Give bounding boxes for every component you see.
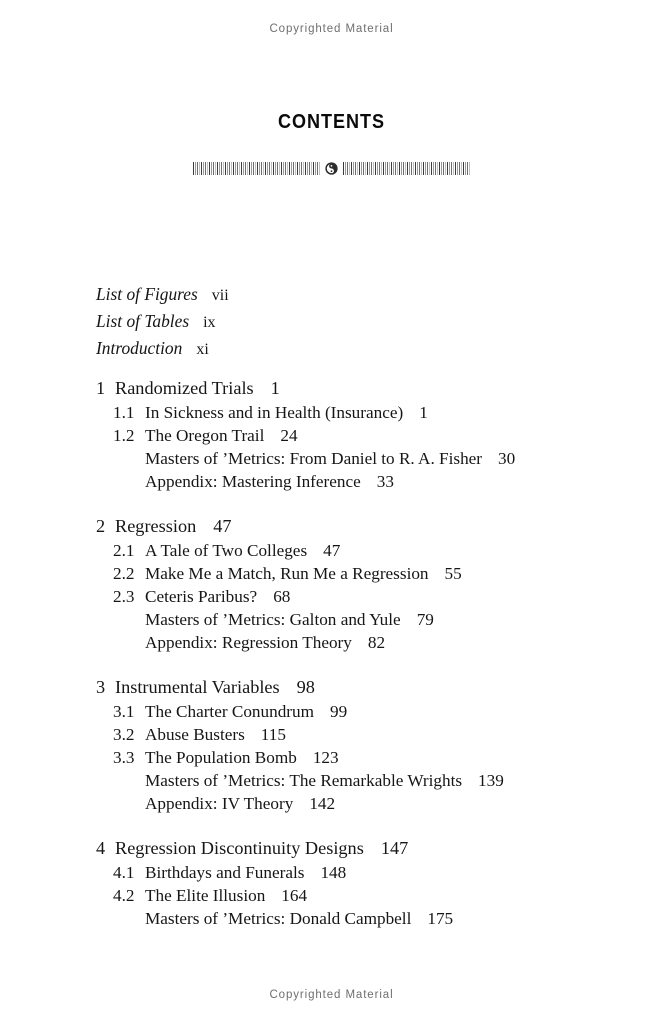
note-page: 139 <box>478 771 504 790</box>
note-entry[interactable] <box>96 907 616 930</box>
section-title: In Sickness and in Health (Insurance) <box>145 403 404 422</box>
chapter-entry[interactable] <box>96 675 616 700</box>
note-entry[interactable] <box>96 608 616 631</box>
section-page: 123 <box>312 748 339 767</box>
list-item[interactable] <box>96 308 616 335</box>
front-matter-page: ix <box>203 314 216 331</box>
note-page: 142 <box>309 794 336 813</box>
front-matter-page: vii <box>211 287 229 304</box>
chapter-entry[interactable] <box>96 836 616 861</box>
chapter-number: 1 <box>96 378 106 398</box>
section-page: 24 <box>280 426 298 445</box>
chapter-page: 147 <box>380 838 409 858</box>
section-number: 2.2 <box>113 564 135 583</box>
chapter-block <box>96 836 616 930</box>
note-title: Masters of ’Metrics: The Remarkable Wrights <box>145 771 463 790</box>
section-page: 47 <box>323 541 341 560</box>
chapter-number: 3 <box>96 677 106 697</box>
section-title: The Elite Illusion <box>145 886 266 905</box>
section-page: 115 <box>260 725 286 744</box>
note-entry[interactable] <box>96 631 616 654</box>
page-title: CONTENTS <box>278 110 385 133</box>
front-matter-list <box>96 281 616 362</box>
section-title: The Oregon Trail <box>145 426 265 445</box>
chapter-title: Regression <box>115 516 197 536</box>
section-entry[interactable] <box>96 861 616 884</box>
section-number: 3.2 <box>113 725 135 744</box>
section-number: 2.3 <box>113 587 135 606</box>
section-number: 2.1 <box>113 541 135 560</box>
chapter-page: 1 <box>270 378 280 398</box>
note-title: Masters of ’Metrics: Donald Campbell <box>145 909 412 928</box>
note-title: Appendix: Regression Theory <box>145 633 352 652</box>
section-page: 68 <box>273 587 291 606</box>
front-matter-title: List of Tables <box>96 311 190 331</box>
note-title: Masters of ’Metrics: Galton and Yule <box>145 610 401 629</box>
note-page: 33 <box>376 472 394 491</box>
note-title: Appendix: Mastering Inference <box>145 472 361 491</box>
chapter-entry[interactable] <box>96 376 616 401</box>
chapter-page: 98 <box>296 677 315 697</box>
section-number: 4.2 <box>113 886 135 905</box>
section-title: Birthdays and Funerals <box>145 863 305 882</box>
chapter-title: Regression Discontinuity Designs <box>115 838 364 858</box>
front-matter-title: Introduction <box>96 338 183 358</box>
section-entry[interactable] <box>96 401 616 424</box>
ornamental-divider-glyph-icon <box>325 162 338 175</box>
section-entry[interactable] <box>96 562 616 585</box>
chapter-block <box>96 376 616 493</box>
chapter-list <box>96 376 616 930</box>
ornamental-divider <box>0 160 663 176</box>
section-number: 4.1 <box>113 863 135 882</box>
note-entry[interactable] <box>96 769 616 792</box>
section-entry[interactable] <box>96 700 616 723</box>
note-entry[interactable] <box>96 447 616 470</box>
table-of-contents <box>96 281 616 930</box>
section-number: 1.2 <box>113 426 135 445</box>
section-page: 1 <box>419 403 428 422</box>
front-matter-page: xi <box>196 341 209 358</box>
section-entry[interactable] <box>96 746 616 769</box>
note-page: 175 <box>427 909 454 928</box>
section-title: Make Me a Match, Run Me a Regression <box>145 564 429 583</box>
chapter-number: 4 <box>96 838 106 858</box>
section-entry[interactable] <box>96 539 616 562</box>
chapter-block <box>96 675 616 815</box>
section-number: 3.1 <box>113 702 135 721</box>
divider-ticks-right <box>343 162 470 175</box>
section-page: 99 <box>329 702 348 721</box>
section-entry[interactable] <box>96 884 616 907</box>
section-number: 3.3 <box>113 748 135 767</box>
divider-ticks-left <box>193 162 320 175</box>
section-title: The Population Bomb <box>145 748 297 767</box>
watermark-bottom: Copyrighted Material <box>269 989 394 1001</box>
list-item[interactable] <box>96 335 616 362</box>
chapter-entry[interactable] <box>96 514 616 539</box>
section-page: 55 <box>444 564 462 583</box>
note-page: 79 <box>416 610 434 629</box>
chapter-title: Randomized Trials <box>115 378 254 398</box>
section-entry[interactable] <box>96 585 616 608</box>
section-title: A Tale of Two Colleges <box>145 541 308 560</box>
chapter-page: 47 <box>213 516 232 536</box>
section-entry[interactable] <box>96 424 616 447</box>
section-entry[interactable] <box>96 723 616 746</box>
section-title: The Charter Conundrum <box>145 702 314 721</box>
section-number: 1.1 <box>113 403 135 422</box>
chapter-number: 2 <box>96 516 106 536</box>
note-entry[interactable] <box>96 470 616 493</box>
note-page: 82 <box>367 633 386 652</box>
section-title: Ceteris Paribus? <box>145 587 258 606</box>
front-matter-title: List of Figures <box>96 284 198 304</box>
list-item[interactable] <box>96 281 616 308</box>
note-page: 30 <box>498 449 516 468</box>
watermark-top: Copyrighted Material <box>269 23 394 35</box>
section-page: 148 <box>320 863 347 882</box>
chapter-title: Instrumental Variables <box>115 677 280 697</box>
chapter-block <box>96 514 616 654</box>
note-title: Appendix: IV Theory <box>145 794 294 813</box>
section-page: 164 <box>281 886 308 905</box>
section-title: Abuse Busters <box>145 725 245 744</box>
note-title: Masters of ’Metrics: From Daniel to R. A. Fisher <box>145 449 483 468</box>
note-entry[interactable] <box>96 792 616 815</box>
